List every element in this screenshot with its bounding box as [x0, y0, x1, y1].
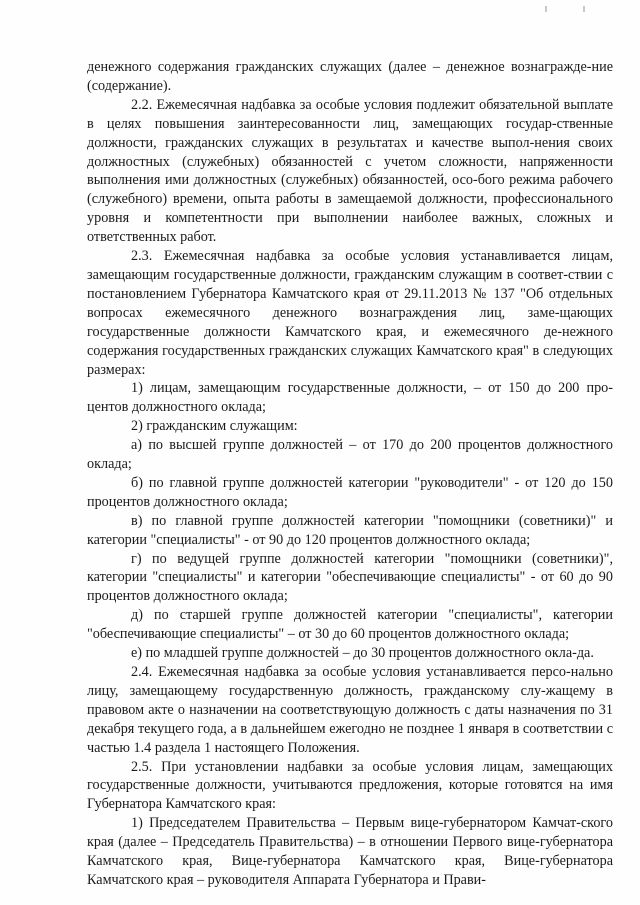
sub-item-e: е) по младшей группе должностей – до 30 процентов должностного окла-да.: [131, 645, 594, 662]
sub-item-b: б) по главной группе должностей категории "руководители" - от 120 до 150 процентов должностного оклада;: [87, 474, 613, 510]
list-item-2-5-1: 1) Председателем Правительства – Первым вице-губернатором Камчат-ского края (далее – Председатель Правительства) – в отношении Первого вице-губернатора Камчатского края, Вице-губернатора Камчатского края, Вице-губернатора Камчатского края – руководителя Аппарата Губернатора и Прави-: [87, 815, 613, 888]
paragraph-2-2: 2.2. Ежемесячная надбавка за особые условия подлежит обязательной выплате в целях повышения заинтересованности лиц, замещающих государ-ственные должности, гражданских служащих в результатах и качестве выпол-нения своих должностных (служебных) обязанностей с учетом сложности, напряженности выполнения ими должностных (служебных) обязанностей, осо-бого режима рабочего (служебного) времени, опыта работы в замещаемой должности, профессионального уровня и компетентности при выполнении наиболее важных, сложных и ответственных работ.: [87, 96, 613, 246]
sub-item-d: д) по старшей группе должностей категории "специалисты", категории "обеспечивающие специалисты" – от 30 до 60 процентов должностного оклада;: [87, 607, 613, 643]
scan-mark: [583, 6, 585, 12]
scan-mark: [545, 6, 547, 12]
paragraph-2-5: 2.5. При установлении надбавки за особые условия лицам, замещающих государственные должности, учитываются предложения, которые готовятся на имя Губернатора Камчатского края:: [87, 758, 613, 813]
paragraph-2-3: 2.3. Ежемесячная надбавка за особые условия устанавливается лицам, замещающим государственные должности, гражданским служащим в соответ-ствии с постановлением Губернатора Камчатского края от 29.11.2013 № 137 "Об отдельных вопросах ежемесячного денежного вознаграждения лиц, заме-щающих государственные должности Камчатского края, и ежемесячного де-нежного содержания государственных гражданских служащих Камчатского края" в следующих размерах:: [87, 248, 613, 378]
paragraph-intro: денежного содержания гражданских служащих (далее – денежное вознагражде-ние (содержание).: [87, 59, 613, 94]
list-item-2: 2) гражданским служащим:: [131, 418, 298, 435]
document-body: [87, 58, 613, 890]
sub-item-v: в) по главной группе должностей категории "помощники (советники)" и категории "специалисты" - от 90 до 120 процентов должностного оклада;: [87, 512, 613, 548]
paragraph-2-4: 2.4. Ежемесячная надбавка за особые условия устанавливается персо-нально лицу, замещающему государственную должность, гражданскому слу-жащему в правовом акте о назначении на соответствующую должность с даты назначения по 31 декабря текущего года, а в дальнейшем ежегодно не позднее 1 января в соответствии с частью 1.4 раздела 1 настоящего Положения.: [87, 664, 613, 756]
list-item-1: 1) лицам, замещающим государственные должности, – от 150 до 200 про-центов должностного оклада;: [87, 380, 613, 416]
sub-item-a: а) по высшей группе должностей – от 170 до 200 процентов должностного оклада;: [87, 437, 613, 473]
sub-item-g: г) по ведущей группе должностей категории "помощники (советники)", категории "специалисты" и категории "обеспечивающие специалисты" - от 60 до 90 процентов должностного оклада;: [87, 550, 613, 605]
